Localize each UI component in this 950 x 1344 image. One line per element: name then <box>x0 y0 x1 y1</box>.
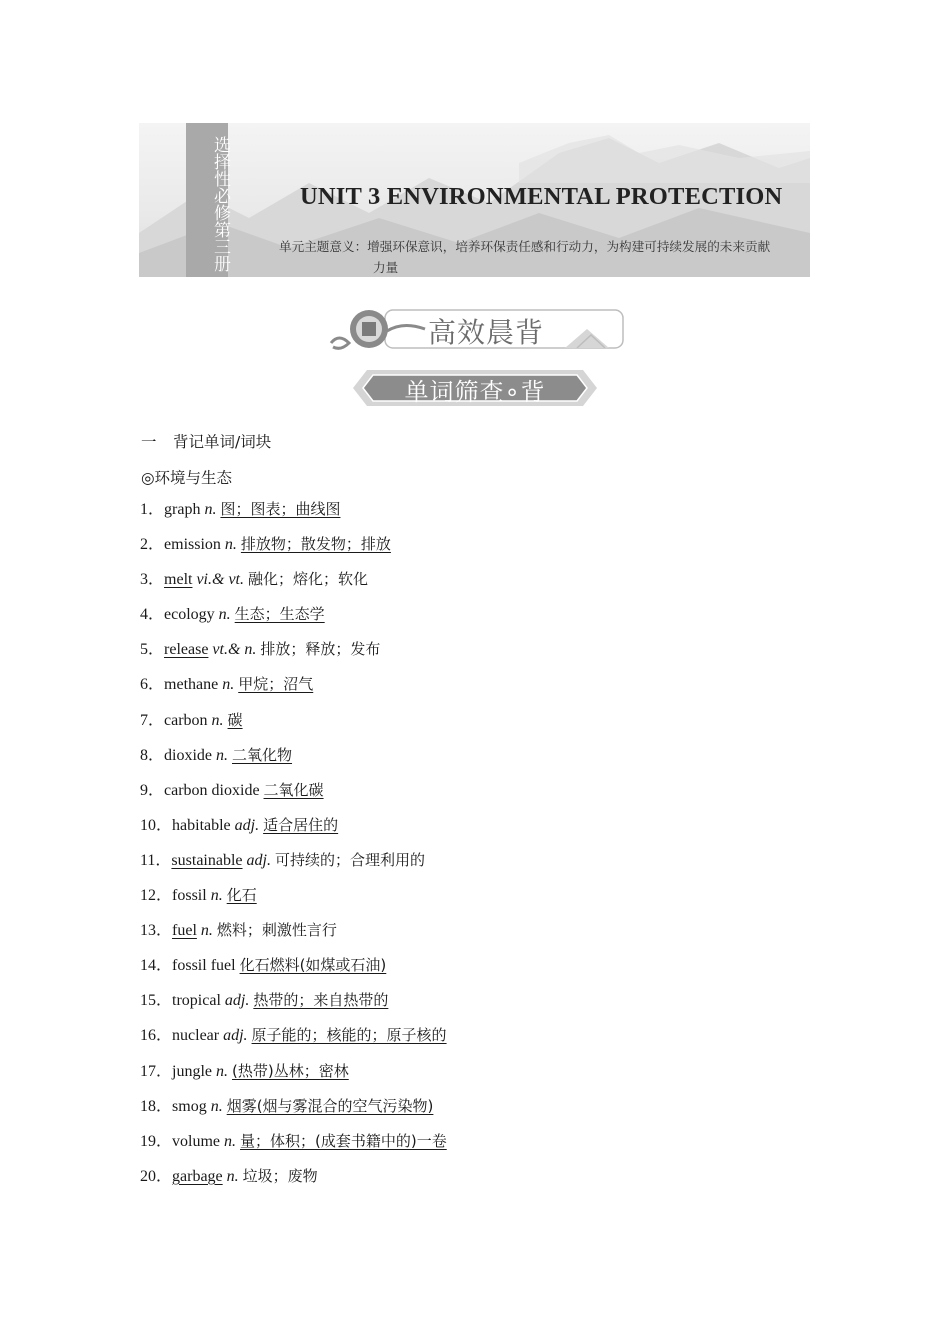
word-meaning: 化石燃料(如煤或石油) <box>239 956 387 975</box>
word-meaning: 垃圾；废物 <box>242 1166 318 1185</box>
word-number: 16． <box>140 1027 173 1045</box>
word-item <box>140 568 447 603</box>
word-number: 9． <box>140 781 165 799</box>
unit-title: UNIT 3 ENVIRONMENTAL PROTECTION <box>300 183 783 210</box>
section-number: 一 <box>141 433 157 451</box>
word-item <box>140 989 447 1024</box>
word-part-of-speech: adj. <box>246 851 271 869</box>
word-item <box>140 814 447 849</box>
word-meaning: 热带的；来自热带的 <box>253 991 389 1010</box>
word-term: fossil <box>172 887 207 905</box>
word-item <box>140 744 447 779</box>
word-part-of-speech: n. <box>210 1097 223 1115</box>
word-number: 13． <box>140 922 173 940</box>
subsection-heading: ◎环境与生态 <box>141 469 233 487</box>
word-term: release <box>164 641 209 659</box>
word-item <box>140 954 447 989</box>
word-number: 12． <box>140 887 173 905</box>
word-term: carbon dioxide <box>164 781 260 799</box>
word-part-of-speech: n. <box>200 922 213 940</box>
word-meaning: 燃料；刺激性言行 <box>216 921 337 940</box>
word-number: 20． <box>140 1167 173 1185</box>
word-term: methane <box>164 676 219 694</box>
word-item <box>140 673 447 708</box>
word-meaning: 甲烷；沼气 <box>238 675 314 694</box>
word-part-of-speech: n. <box>211 711 224 729</box>
word-term: sustainable <box>171 851 243 869</box>
word-term: dioxide <box>164 746 213 764</box>
word-meaning: 可持续的；合理利用的 <box>274 850 425 869</box>
word-number: 2． <box>140 536 165 554</box>
word-meaning: (热带)丛林；密林 <box>232 1061 349 1080</box>
word-number: 1． <box>140 501 165 518</box>
word-number: 19． <box>140 1132 173 1150</box>
word-number: 14． <box>140 957 173 975</box>
word-term: graph <box>164 501 201 518</box>
word-part-of-speech: adj. <box>234 816 260 834</box>
word-item <box>140 779 447 814</box>
word-number: 8． <box>140 746 165 764</box>
word-meaning: 碳 <box>227 710 243 729</box>
word-term: jungle <box>172 1062 213 1080</box>
section-header-main <box>325 307 625 355</box>
word-term: smog <box>172 1097 207 1115</box>
word-list <box>140 498 447 1200</box>
word-meaning: 排放物；散发物；排放 <box>240 535 391 554</box>
word-item <box>140 1165 447 1200</box>
word-item <box>140 533 447 568</box>
word-part-of-speech: vt.& n. <box>212 641 257 659</box>
word-meaning: 二氧化物 <box>232 745 293 764</box>
word-part-of-speech: n. <box>210 887 223 905</box>
word-part-of-speech: n. <box>222 676 235 694</box>
word-meaning: 适合居住的 <box>263 815 339 834</box>
word-item <box>140 1130 447 1165</box>
word-part-of-speech: adj. <box>224 992 250 1010</box>
word-term: ecology <box>164 606 215 624</box>
section-header-secondary <box>353 366 597 410</box>
unit-subtitle-line2: 力量 <box>373 260 399 275</box>
word-item <box>140 884 447 919</box>
word-term: nuclear <box>172 1027 220 1045</box>
word-number: 11． <box>140 851 172 869</box>
word-term: emission <box>164 536 221 554</box>
word-meaning: 图；图表；曲线图 <box>220 500 341 518</box>
word-part-of-speech: n. <box>224 536 237 554</box>
word-meaning: 二氧化碳 <box>263 780 324 799</box>
header-secondary-title: 单词筛查∘背 <box>404 378 546 406</box>
word-part-of-speech: n. <box>216 746 229 764</box>
word-meaning: 烟雾(烟与雾混合的空气污染物) <box>226 1096 434 1115</box>
word-item <box>140 638 447 673</box>
word-term: fossil fuel <box>172 957 236 975</box>
word-term: carbon <box>164 711 208 729</box>
word-term: garbage <box>172 1167 223 1185</box>
word-number: 3． <box>140 571 165 589</box>
word-meaning: 排放；释放；发布 <box>260 640 381 659</box>
word-term: tropical <box>172 992 221 1010</box>
word-item <box>140 498 447 533</box>
word-number: 17． <box>140 1062 173 1080</box>
unit-subtitle-line1: 单元主题意义：增强环保意识，培养环保责任感和行动力，为构建可持续发展的未来贡献 <box>279 239 771 254</box>
word-number: 18． <box>140 1097 173 1115</box>
word-term: habitable <box>172 816 231 834</box>
word-term: fuel <box>172 922 197 940</box>
section-heading <box>141 430 271 452</box>
word-part-of-speech: n. <box>224 1132 237 1150</box>
word-part-of-speech: vi.& vt. <box>196 571 244 589</box>
word-number: 4． <box>140 606 165 624</box>
word-item <box>140 709 447 744</box>
word-item <box>140 1060 447 1095</box>
unit-subtitle <box>279 236 807 278</box>
section-title: 背记单词/词块 <box>173 433 272 451</box>
word-meaning: 量；体积；(成套书籍中的)一卷 <box>240 1131 447 1150</box>
word-meaning: 化石 <box>226 886 257 905</box>
header-main-title: 高效晨背 <box>428 316 545 349</box>
word-meaning: 融化；熔化；软化 <box>248 570 369 589</box>
word-part-of-speech: n. <box>216 1062 229 1080</box>
word-item <box>140 1095 447 1130</box>
word-item <box>140 849 447 884</box>
word-term: melt <box>164 571 193 589</box>
word-item <box>140 919 447 954</box>
word-number: 15． <box>140 992 173 1010</box>
word-term: volume <box>172 1132 221 1150</box>
word-part-of-speech: adj. <box>223 1027 248 1045</box>
word-part-of-speech: n. <box>218 606 231 624</box>
word-part-of-speech: n. <box>226 1167 239 1185</box>
word-meaning: 生态；生态学 <box>234 605 325 624</box>
word-number: 5． <box>140 641 165 659</box>
word-number: 10． <box>140 816 173 834</box>
word-meaning: 原子能的；核能的；原子核的 <box>251 1026 447 1045</box>
word-part-of-speech: n. <box>204 501 217 518</box>
volume-label: 选择性必修第三册 <box>210 136 230 272</box>
volume-sidebar <box>186 123 228 277</box>
word-number: 7． <box>140 711 165 729</box>
word-item <box>140 1024 447 1059</box>
word-number: 6． <box>140 676 165 694</box>
word-item <box>140 603 447 638</box>
